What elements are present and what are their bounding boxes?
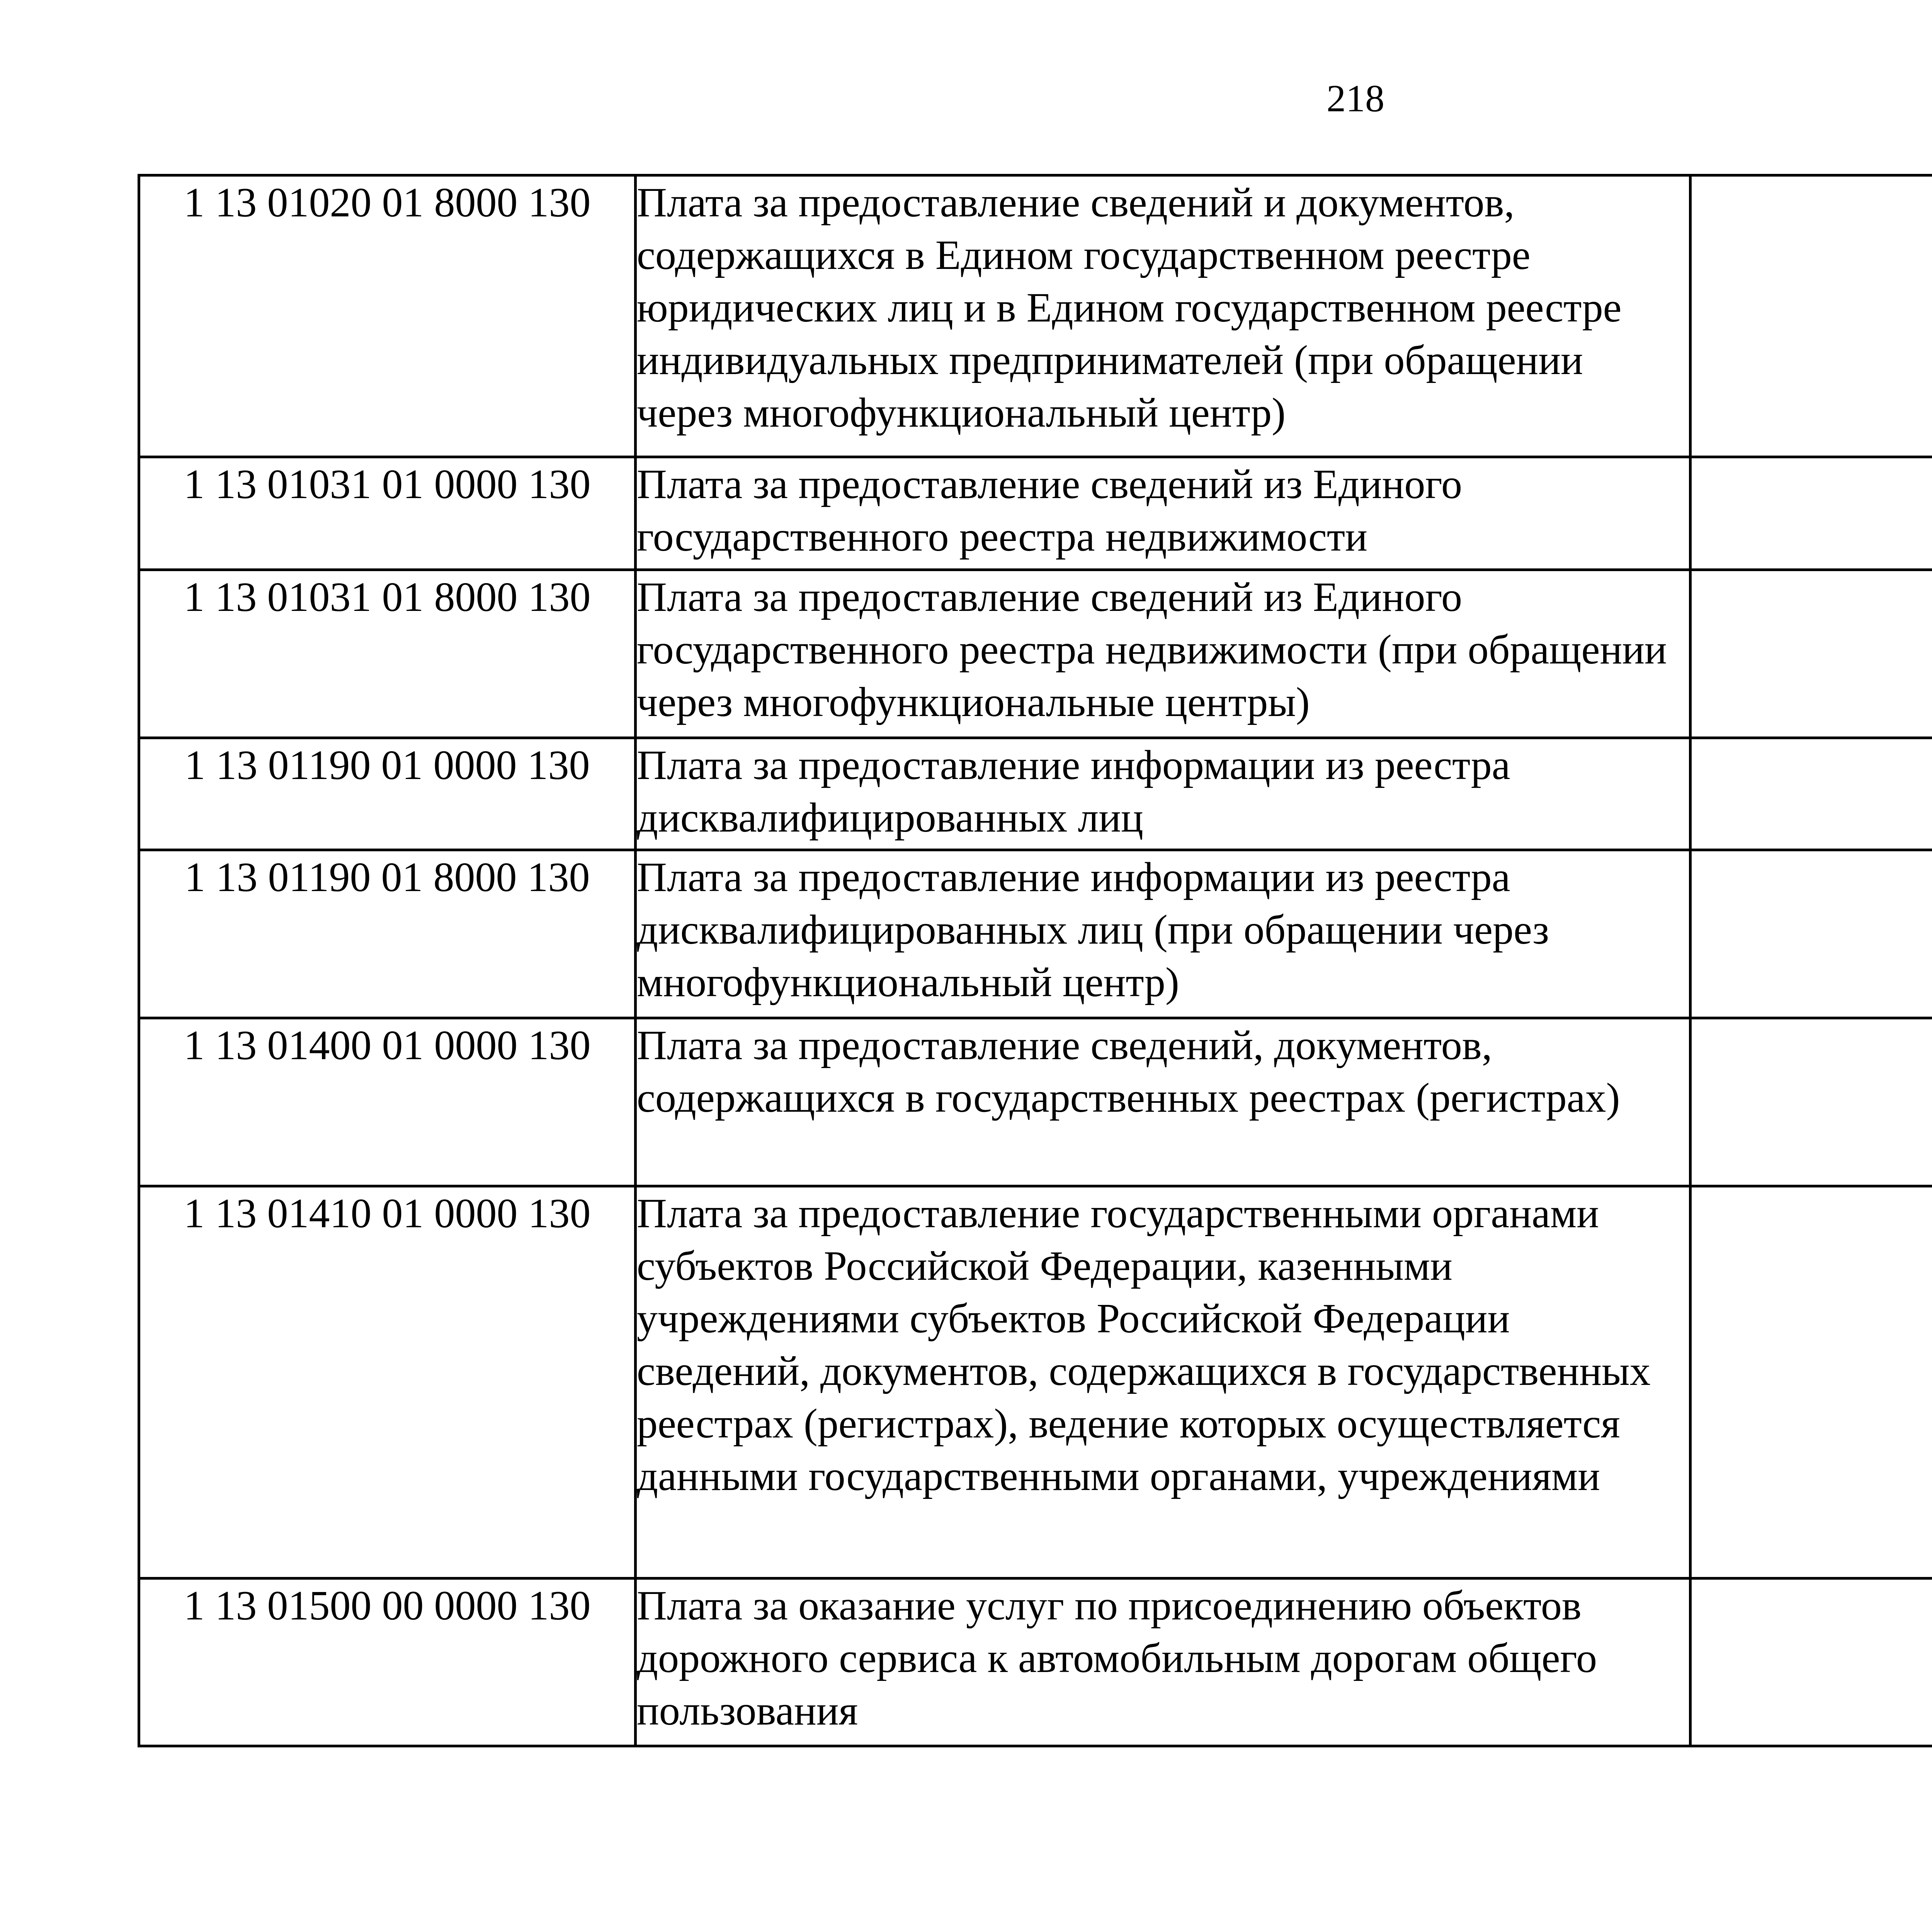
table-row bbox=[139, 457, 1932, 570]
value-col-1 bbox=[1690, 850, 1932, 1018]
income-description: Плата за предоставление сведений из Единого государственного реестра недвижимости bbox=[636, 457, 1690, 570]
budget-revenue-table bbox=[138, 174, 1932, 1747]
income-description: Плата за предоставление сведений из Единого государственного реестра недвижимости (при обращении через многофункциональные центры) bbox=[636, 570, 1690, 738]
budget-code: 1 13 01031 01 8000 130 bbox=[139, 570, 636, 738]
budget-code: 1 13 01190 01 8000 130 bbox=[139, 850, 636, 1018]
table-row bbox=[139, 1186, 1932, 1579]
value-col-1 bbox=[1690, 175, 1932, 457]
table-row bbox=[139, 175, 1932, 457]
value-col-1 bbox=[1690, 738, 1932, 850]
income-description: Плата за предоставление информации из реестра дисквалифицированных лиц (при обращении через многофункциональный центр) bbox=[636, 850, 1690, 1018]
budget-code: 1 13 01190 01 0000 130 bbox=[139, 738, 636, 850]
value-col-1 bbox=[1690, 1579, 1932, 1746]
table-row bbox=[139, 1579, 1932, 1746]
table-row bbox=[139, 738, 1932, 850]
value-col-1 bbox=[1690, 570, 1932, 738]
table-row bbox=[139, 570, 1932, 738]
budget-code: 1 13 01020 01 8000 130 bbox=[139, 175, 636, 457]
value-col-1 bbox=[1690, 457, 1932, 570]
income-description: Плата за предоставление сведений и документов, содержащихся в Едином государственном реестре юридических лиц и в Едином государственном реестре индивидуальных предпринимателей (при обращении через многофункциональный центр) bbox=[636, 175, 1690, 457]
budget-code: 1 13 01410 01 0000 130 bbox=[139, 1186, 636, 1579]
budget-code: 1 13 01400 01 0000 130 bbox=[139, 1018, 636, 1186]
income-description: Плата за предоставление государственными органами субъектов Российской Федерации, казенными учреждениями субъектов Российской Федерации сведений, документов, содержащихся в государственных реестрах (регистрах), ведение которых осуществляется данными государственными органами, учреждениями bbox=[636, 1186, 1690, 1579]
table-row bbox=[139, 1018, 1932, 1186]
budget-code: 1 13 01031 01 0000 130 bbox=[139, 457, 636, 570]
income-description: Плата за предоставление сведений, документов, содержащихся в государственных реестрах (регистрах) bbox=[636, 1018, 1690, 1186]
value-col-1 bbox=[1690, 1186, 1932, 1579]
page-number: 218 bbox=[1327, 77, 1384, 120]
value-col-1 bbox=[1690, 1018, 1932, 1186]
budget-code: 1 13 01500 00 0000 130 bbox=[139, 1579, 636, 1746]
income-description: Плата за оказание услуг по присоединению объектов дорожного сервиса к автомобильным дорогам общего пользования bbox=[636, 1579, 1690, 1746]
income-description: Плата за предоставление информации из реестра дисквалифицированных лиц bbox=[636, 738, 1690, 850]
table-row bbox=[139, 850, 1932, 1018]
